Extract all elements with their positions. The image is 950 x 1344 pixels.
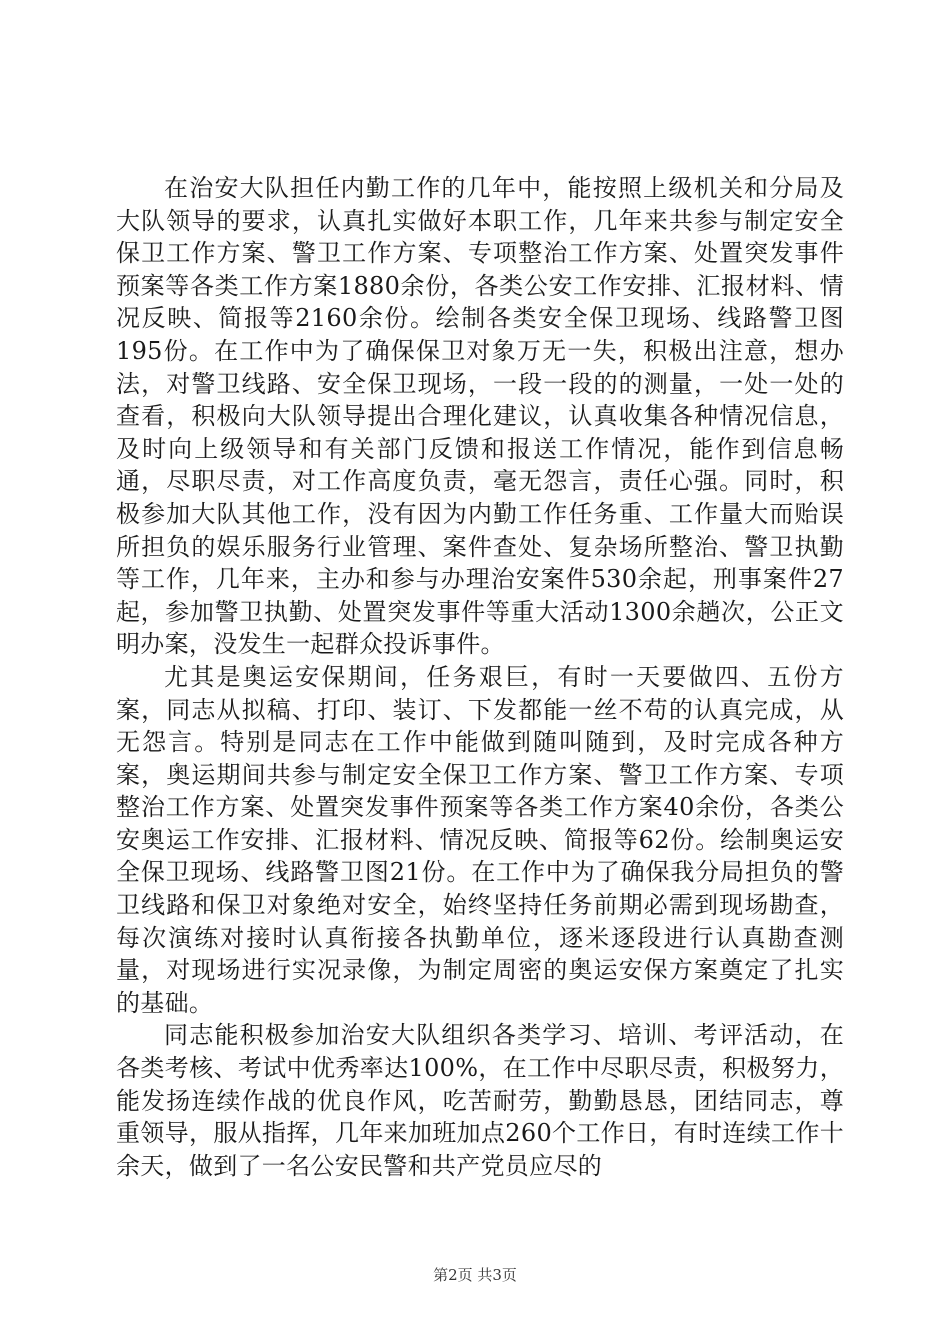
document-body [116, 172, 844, 1182]
paragraph-2: 尤其是奥运安保期间，任务艰巨，有时一天要做四、五份方案，同志从拟稿、打印、装订、下发都能一丝不苟的认真完成，从无怨言。特别是同志在工作中能做到随叫随到，及时完成各种方案，奥运期间共参与制定安全保卫工作方案、警卫工作方案、专项整治工作方案、处置突发事件预案等各类工作方案40余份，各类公安奥运工作安排、汇报材料、情况反映、简报等62份。绘制奥运安全保卫现场、线路警卫图21份。在工作中为了确保我分局担负的警卫线路和保卫对象绝对安全，始终坚持任务前期必需到现场勘查，每次演练对接时认真衔接各执勤单位，逐米逐段进行认真勘查测量，对现场进行实况录像，为制定周密的奥运安保方案奠定了扎实的基础。 [116, 662, 844, 1017]
paragraph-3: 同志能积极参加治安大队组织各类学习、培训、考评活动，在各类考核、考试中优秀率达100%，在工作中尽职尽责，积极努力，能发扬连续作战的优良作风，吃苦耐劳，勤勤恳恳，团结同志，尊重领导，服从指挥，几年来加班加点260个工作日，有时连续工作十余天，做到了一名公安民警和共产党员应尽的 [116, 1021, 844, 1180]
page-number-footer: 第2页 共3页 [433, 1266, 517, 1284]
paragraph-1: 在治安大队担任内勤工作的几年中，能按照上级机关和分局及大队领导的要求，认真扎实做好本职工作，几年来共参与制定安全保卫工作方案、警卫工作方案、专项整治工作方案、处置突发事件预案等各类工作方案1880余份，各类公安工作安排、汇报材料、情况反映、简报等2160余份。绘制各类安全保卫现场、线路警卫图195份。在工作中为了确保保卫对象万无一失，积极出注意，想办法，对警卫线路、安全保卫现场，一段一段的的测量，一处一处的查看，积极向大队领导提出合理化建议，认真收集各种情况信息，及时向上级领导和有关部门反馈和报送工作情况，能作到信息畅通，尽职尽责，对工作高度负责，毫无怨言，责任心强。同时，积极参加大队其他工作，没有因为内勤工作任务重、工作量大而贻误所担负的娱乐服务行业管理、案件查处、复杂场所整治、警卫执勤等工作，几年来，主办和参与办理治安案件530余起，刑事案件27起，参加警卫执勤、处置突发事件等重大活动1300余趟次，公正文明办案，没发生一起群众投诉事件。 [116, 174, 844, 659]
